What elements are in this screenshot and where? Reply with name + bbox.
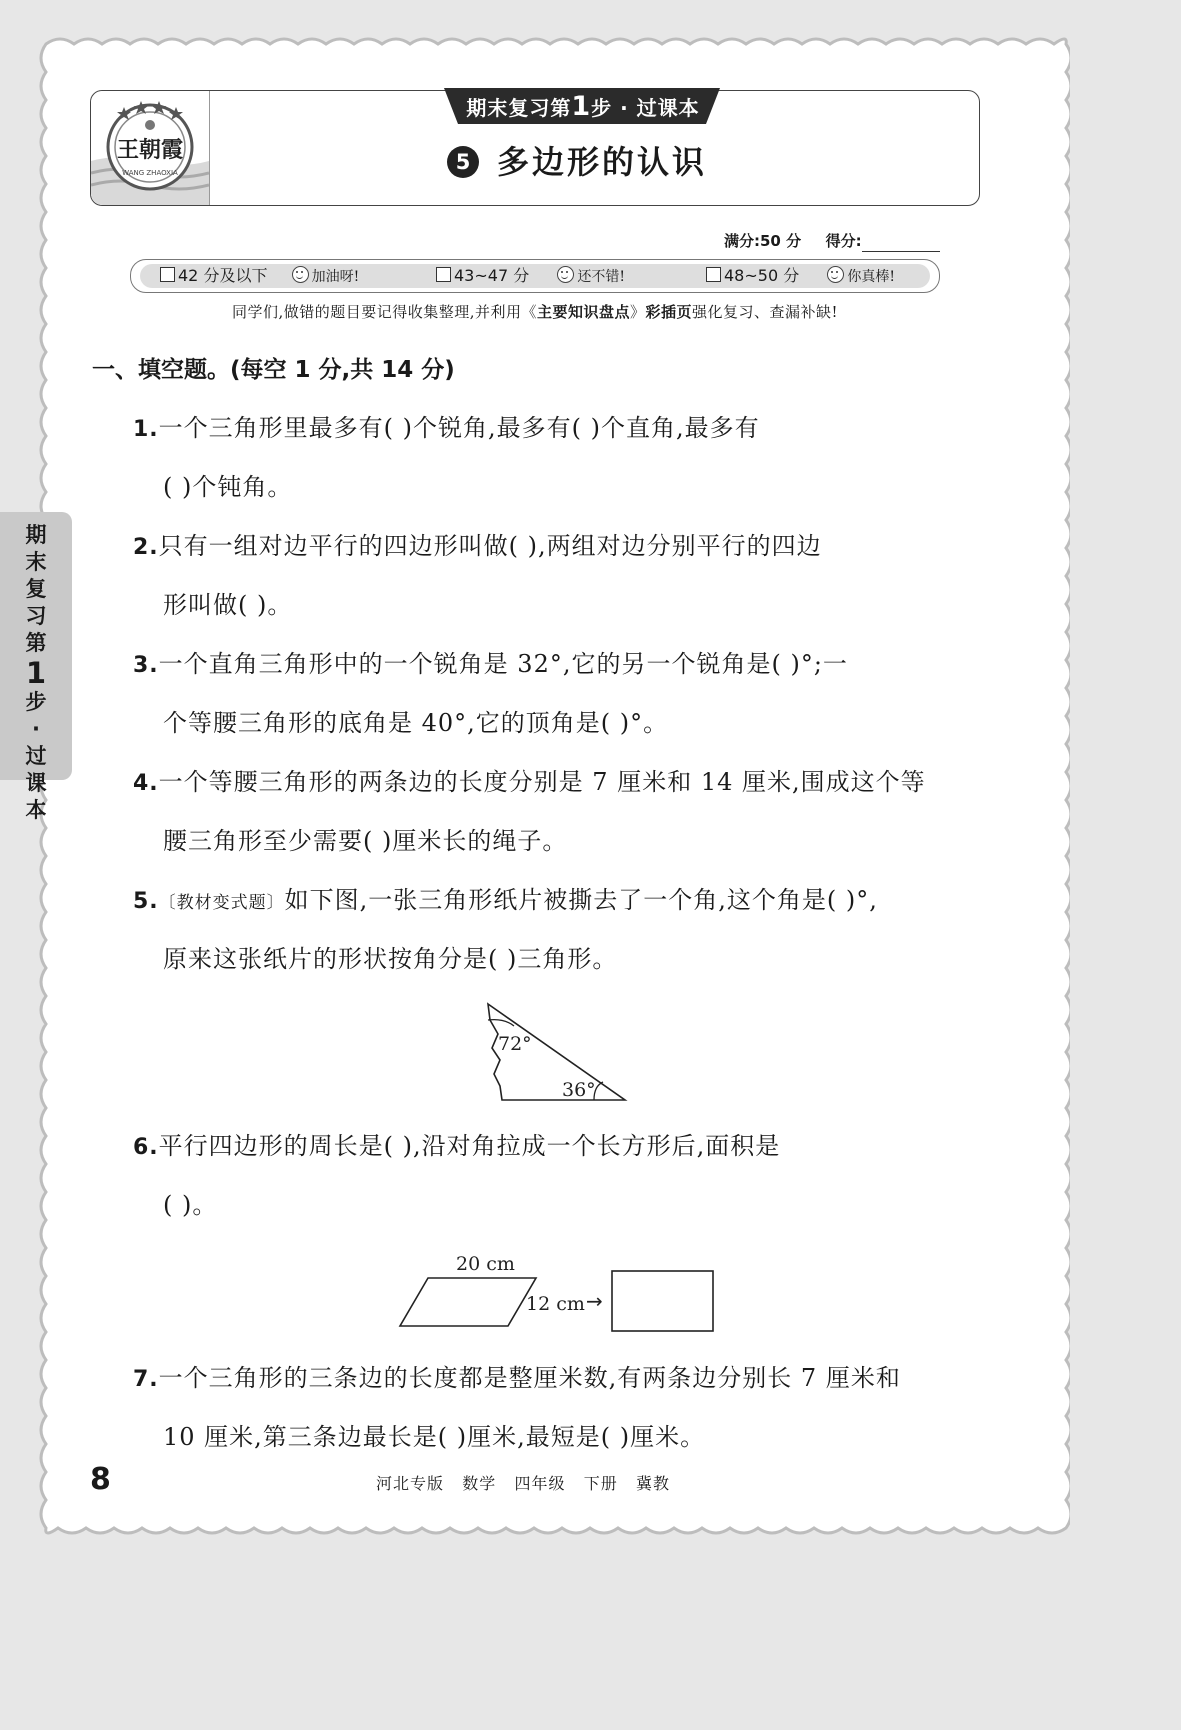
grade-option-low	[160, 264, 359, 288]
question-4-line-2: 腰三角形至少需要( )厘米长的绳子。	[163, 827, 568, 855]
checkbox-icon[interactable]	[706, 267, 721, 282]
question-text: 平行四边形的周长是( ),沿对角拉成一个长方形后,面积是	[158, 1132, 781, 1160]
grade-option-mid	[436, 264, 625, 288]
question-5-line-1	[133, 880, 878, 923]
grade-option-high	[706, 264, 895, 288]
got-score-label: 得分:	[825, 232, 862, 250]
question-6-line-2: ( )。	[163, 1191, 218, 1219]
side-tab	[0, 512, 72, 822]
tip-text: 强化复习、查漏补缺!	[692, 303, 839, 321]
question-number: 4.	[133, 771, 159, 796]
question-number: 3.	[133, 653, 159, 678]
question-text: 一个三角形里最多有( )个锐角,最多有( )个直角,最多有	[158, 414, 760, 442]
parallelogram-top-label: 20 cm	[456, 1253, 515, 1275]
side-tab-char: 复	[25, 577, 47, 601]
question-5-line-2: 原来这张纸片的形状按角分是( )三角形。	[163, 945, 618, 973]
footer-text: 河北专版 数学 四年级 下册 冀教	[376, 1474, 671, 1493]
banner-step-number: 1	[571, 91, 592, 122]
question-7-line-1	[133, 1358, 901, 1400]
question-number: 5.	[133, 889, 159, 914]
tip-text: 》	[630, 303, 646, 321]
question-text: 一个等腰三角形的两条边的长度分别是 7 厘米和 14 厘米,围成这个等	[158, 768, 926, 796]
question-7-line-2: 10 厘米,第三条边最长是( )厘米,最短是( )厘米。	[163, 1423, 706, 1451]
question-3-line-1	[133, 644, 848, 686]
logo-panel	[91, 91, 210, 205]
banner-suffix: 步 · 过课本	[591, 96, 700, 120]
question-6-line-1	[133, 1126, 780, 1168]
review-tip	[0, 300, 1070, 324]
parallelogram-side-label: 12 cm	[526, 1293, 585, 1315]
checkbox-icon[interactable]	[160, 267, 175, 282]
checkbox-icon[interactable]	[436, 267, 451, 282]
question-number: 1.	[133, 417, 159, 442]
page-number: 8	[90, 1462, 111, 1497]
smiley-icon	[292, 266, 309, 283]
smiley-icon	[557, 266, 574, 283]
side-tab-char: 过	[25, 744, 47, 768]
side-tab-char: 末	[25, 550, 47, 574]
question-text: 一个直角三角形中的一个锐角是 32°,它的另一个锐角是( )°;一	[158, 650, 848, 678]
section-heading: 一、填空题。(每空 1 分,共 14 分)	[92, 357, 455, 383]
side-tab-char: ·	[32, 717, 40, 741]
question-4-line-1	[133, 762, 926, 804]
question-text: 如下图,一张三角形纸片被撕去了一个角,这个角是( )°,	[284, 886, 878, 914]
smiley-icon	[827, 266, 844, 283]
side-tab-char: 本	[25, 798, 47, 822]
question-text: 一个三角形的三条边的长度都是整厘米数,有两条边分别长 7 厘米和	[158, 1364, 901, 1392]
side-tab-step: 1	[25, 656, 47, 690]
question-number: 7.	[133, 1367, 159, 1392]
torn-triangle-figure	[470, 998, 640, 1108]
grade-comment: 加油呀!	[311, 269, 360, 285]
side-tab-char: 期	[25, 523, 47, 547]
svg-text:王朝霞: 王朝霞	[116, 137, 184, 163]
step-banner-text	[452, 92, 714, 122]
score-blank[interactable]	[862, 233, 940, 252]
full-score-label: 满分:50 分	[724, 232, 802, 250]
lesson-title: 多边形的认识	[497, 143, 708, 181]
grade-comment: 还不错!	[577, 269, 626, 285]
side-tab-line2	[0, 689, 72, 824]
question-2-line-2: 形叫做( )。	[163, 591, 293, 619]
tip-text: 同学们,做错的题目要记得收集整理,并利用《	[231, 303, 537, 321]
question-2-line-1	[133, 526, 822, 568]
question-tag: 〔教材变式题〕	[158, 893, 285, 913]
angle-label-right: 36°	[562, 1079, 596, 1101]
banner-prefix: 期末复习第	[466, 96, 572, 120]
grade-comment: 你真棒!	[847, 269, 896, 285]
question-1-line-1	[133, 408, 760, 450]
question-text: 只有一组对边平行的四边形叫做( ),两组对边分别平行的四边	[158, 532, 822, 560]
grade-range: 48~50 分	[724, 266, 800, 285]
grade-range: 43~47 分	[454, 266, 530, 285]
question-number: 6.	[133, 1135, 159, 1160]
question-number: 2.	[133, 535, 159, 560]
side-tab-line1	[0, 522, 72, 657]
tip-bold-text: 主要知识盘点	[536, 303, 630, 321]
score-line	[724, 230, 940, 252]
angle-label-top: 72°	[498, 1033, 532, 1055]
side-tab-char: 第	[25, 631, 47, 655]
side-tab-char: 步	[25, 690, 47, 714]
question-1-line-2: ( )个钝角。	[163, 473, 293, 501]
question-3-line-2: 个等腰三角形的底角是 40°,它的顶角是( )°。	[163, 709, 669, 737]
grade-range: 42 分及以下	[178, 266, 268, 285]
lesson-number-badge: 5	[447, 146, 479, 178]
side-tab-char: 习	[25, 604, 47, 628]
logo-seal-icon	[91, 91, 209, 205]
right-arrow-icon: →	[586, 1289, 603, 1313]
parallelogram-figure	[390, 1248, 730, 1340]
tip-bold-text: 彩插页	[645, 303, 693, 321]
svg-text:WANG ZHAOXIA: WANG ZHAOXIA	[122, 169, 178, 177]
side-tab-char: 课	[25, 771, 47, 795]
